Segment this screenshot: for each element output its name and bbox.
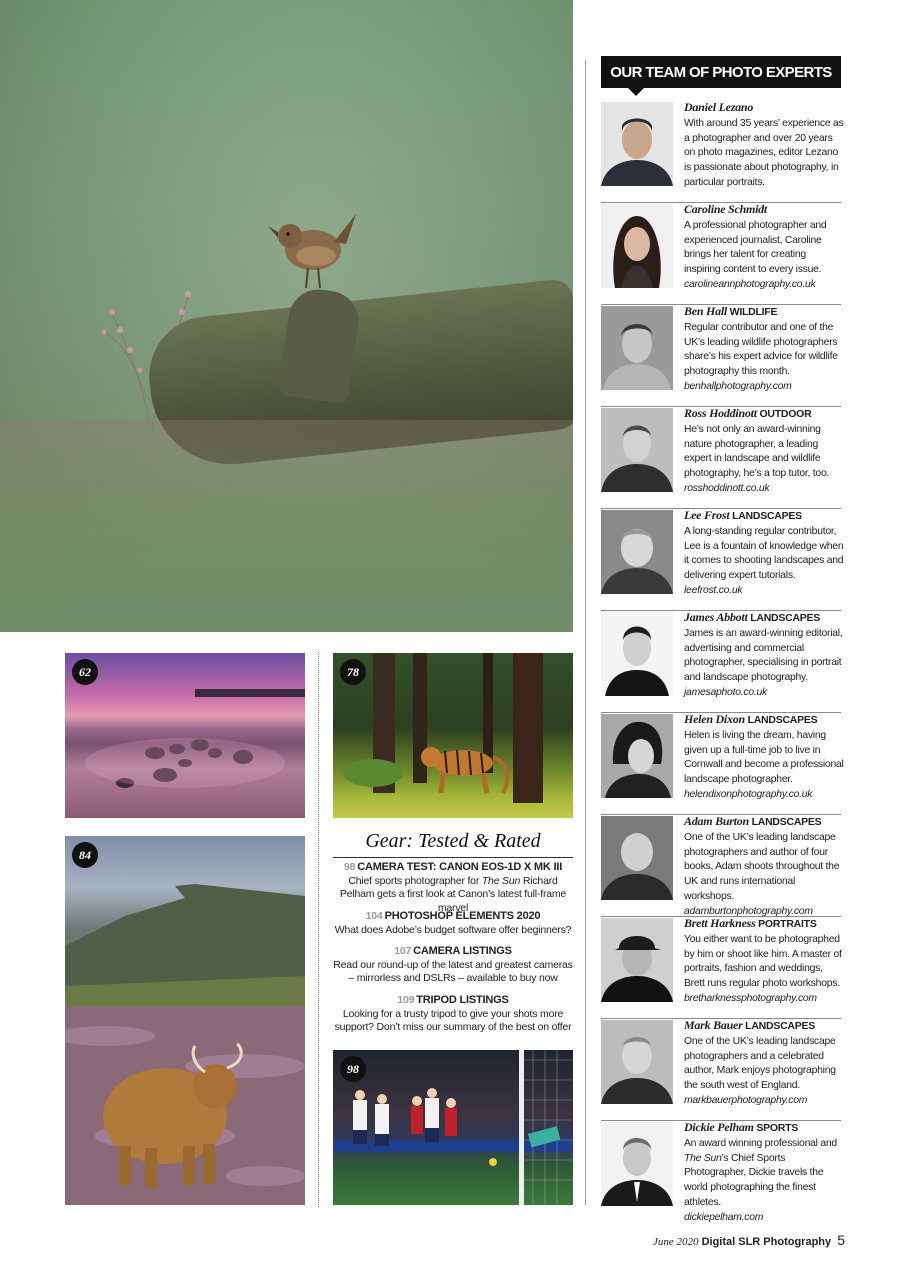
- expert-specialty: LANDSCAPES: [732, 510, 802, 522]
- expert-website-link[interactable]: markbauerphotography.com: [684, 1094, 808, 1106]
- expert-specialty: LANDSCAPES: [747, 714, 818, 726]
- expert-bio: [684, 712, 844, 803]
- expert-bio-text: An award winning professional and The Sun’s Chief Sports Photographer, Dickie travels the world photographing the finest athletes.: [684, 1137, 837, 1208]
- title-pointer-arrow: [628, 88, 644, 96]
- expert-specialty: LANDSCAPES: [745, 1020, 815, 1032]
- expert-entry-caroline-schmidt[interactable]: [601, 202, 841, 305]
- expert-entry-lee-frost[interactable]: [601, 508, 844, 611]
- expert-name: Helen Dixon: [684, 712, 745, 726]
- expert-website-link[interactable]: dickiepelham.com: [684, 1211, 764, 1223]
- portrait-graphic: [601, 510, 673, 594]
- expert-name: Adam Burton: [684, 814, 749, 828]
- avatar: [601, 1020, 673, 1104]
- avatar: [601, 306, 673, 390]
- gear-page-number: 109: [397, 994, 415, 1006]
- expert-name: Daniel Lezano: [684, 100, 754, 114]
- issue-date: June 2020: [653, 1236, 699, 1248]
- highland-cow-graphic: [65, 836, 305, 1205]
- gear-section-title: Gear: Tested & Rated: [333, 830, 573, 858]
- expert-bio: [684, 610, 844, 701]
- avatar: [601, 612, 673, 696]
- portrait-graphic: [601, 1122, 673, 1206]
- expert-specialty: SPORTS: [756, 1122, 799, 1134]
- expert-bio: [684, 814, 844, 920]
- gear-item-heading: TRIPOD LISTINGS: [416, 994, 509, 1006]
- expert-entry-helen-dixon[interactable]: [601, 712, 844, 815]
- expert-specialty: LANDSCAPES: [751, 816, 822, 828]
- avatar: [601, 204, 673, 288]
- expert-website-link[interactable]: helendixonphotography.co.uk: [684, 788, 813, 800]
- expert-name: Ross Hoddinott: [684, 406, 757, 420]
- expert-name: Brett Harkness: [684, 916, 756, 930]
- portrait-graphic: [601, 1020, 673, 1104]
- expert-entry-dickie-pelham[interactable]: [601, 1120, 841, 1222]
- experts-section-title: OUR TEAM OF PHOTO EXPERTS: [601, 56, 841, 88]
- gear-item-heading: CAMERA LISTINGS: [413, 945, 512, 957]
- thumbnail-tiger-forest[interactable]: [333, 653, 573, 818]
- avatar: [601, 408, 673, 492]
- expert-entry-daniel-lezano[interactable]: [601, 100, 844, 203]
- gear-item-camera-test[interactable]: [333, 861, 573, 915]
- expert-name: Ben Hall: [684, 304, 728, 318]
- gear-item-tripod-listings[interactable]: [333, 994, 573, 1035]
- thumbnail-football-match[interactable]: [333, 1050, 573, 1205]
- expert-bio: [684, 508, 844, 599]
- gear-item-photoshop-elements[interactable]: [333, 910, 573, 937]
- expert-bio: [684, 202, 844, 293]
- expert-name: Dickie Pelham: [684, 1120, 754, 1134]
- football-match-graphic: [333, 1050, 573, 1205]
- expert-bio: [684, 1018, 844, 1109]
- gear-item-description: Chief sports photographer for The Sun Richard Pelham gets a first look at Canon’s latest full-frame marvel: [339, 874, 567, 914]
- tiger-forest-graphic: [333, 653, 573, 818]
- portrait-graphic: [601, 918, 673, 1002]
- expert-entry-adam-burton[interactable]: [601, 814, 841, 917]
- expert-bio: [684, 916, 844, 1007]
- expert-bio: [684, 406, 844, 497]
- expert-bio-text: A professional photographer and experienced journalist, Caroline brings her talent for creating inspiring content to every issue.: [684, 219, 827, 276]
- expert-specialty: WILDLIFE: [729, 306, 778, 318]
- expert-website-link[interactable]: rosshoddinott.co.uk: [684, 482, 770, 494]
- avatar: [601, 102, 673, 186]
- avatar: [601, 918, 673, 1002]
- expert-website-link[interactable]: leefrost.co.uk: [684, 584, 743, 596]
- expert-website-link[interactable]: adamburtonphotography.com: [684, 905, 813, 917]
- gear-page-number: 98: [343, 861, 356, 873]
- page-badge: 98: [340, 1056, 366, 1082]
- foreground-heather: [0, 420, 573, 632]
- avatar: [601, 714, 673, 798]
- expert-bio-text: Helen is living the dream, having given up a full-time job to live in Cornwall and become a professional landscape photographer.: [684, 729, 844, 786]
- page-badge: 84: [72, 842, 98, 868]
- expert-name: Mark Bauer: [684, 1018, 743, 1032]
- expert-website-link[interactable]: jamesaphoto.co.uk: [684, 686, 767, 698]
- beach-rocks-graphic: [65, 653, 305, 818]
- gear-item-description: What does Adobe’s budget software offer beginners?: [334, 923, 572, 936]
- expert-bio: [684, 100, 844, 191]
- portrait-graphic: [601, 408, 673, 492]
- gear-item-description: Looking for a trusty tripod to give your shots more support? Don’t miss our summary of the best on offer: [334, 1007, 572, 1033]
- expert-website-link[interactable]: bretharknessphotography.com: [684, 992, 817, 1004]
- expert-bio-text: A long-standing regular contributor, Lee is a fountain of knowledge when it comes to shooting landscapes and delivering expert tutorials.: [684, 525, 844, 582]
- expert-bio-text: Regular contributor and one of the UK’s leading wildlife photographers share’s his expert advice for wildlife photography this month.: [684, 321, 838, 378]
- gear-page-number: 104: [365, 910, 383, 922]
- portrait-graphic: [601, 714, 673, 798]
- expert-bio-text: One of the UK’s leading landscape photographers and a celebrated author, Mark enjoys photographing the south west of England.: [684, 1035, 836, 1092]
- gear-item-description: Read our round-up of the latest and greatest cameras – mirrorless and DSLRs – available to buy now: [333, 958, 573, 984]
- wren-bird: [268, 200, 358, 290]
- portrait-graphic: [601, 816, 673, 900]
- expert-entry-ben-hall[interactable]: [601, 304, 841, 407]
- avatar: [601, 510, 673, 594]
- expert-bio-text: He’s not only an award-winning nature photographer, a leading expert in landscape and wildlife photography, he’s a top tutor, too.: [684, 423, 830, 480]
- expert-bio: [684, 304, 844, 395]
- portrait-graphic: [601, 306, 673, 390]
- portrait-graphic: [601, 102, 673, 186]
- expert-website-link[interactable]: benhallphotography.com: [684, 380, 792, 392]
- thumbnail-beach-sunset[interactable]: [65, 653, 305, 818]
- expert-entry-brett-harkness[interactable]: [601, 916, 841, 1019]
- expert-entry-james-abbott[interactable]: [601, 610, 841, 713]
- page-badge: 78: [340, 659, 366, 685]
- expert-name: James Abbott: [684, 610, 748, 624]
- expert-bio-text: With around 35 years’ experience as a photographer and over 20 years on photo magazines, editor Lezano is passionate about photography, in particular portraits.: [684, 117, 844, 188]
- gear-item-heading: CAMERA TEST: CANON EOS-1D X MK III: [357, 861, 563, 873]
- page-number: 5: [837, 1232, 845, 1248]
- expert-specialty: PORTRAITS: [758, 918, 817, 930]
- hero-photo-wren: [0, 0, 573, 632]
- avatar: [601, 816, 673, 900]
- page-badge: 62: [72, 659, 98, 685]
- expert-entry-mark-bauer[interactable]: [601, 1018, 841, 1121]
- expert-specialty: OUTDOOR: [759, 408, 812, 420]
- expert-bio-text: You either want to be photographed by him or shoot like him. A master of portraits, fashion and weddings, Brett runs regular photo workshops.: [684, 933, 842, 990]
- gear-item-camera-listings[interactable]: [333, 945, 573, 986]
- expert-website-link[interactable]: carolineannphotography.co.uk: [684, 278, 816, 290]
- expert-bio-text: One of the UK’s leading landscape photographers and author of four books, Adam shoots throughout the UK and runs international workshops.: [684, 831, 840, 902]
- magazine-name: Digital SLR Photography: [701, 1236, 832, 1248]
- portrait-graphic: [601, 612, 673, 696]
- avatar: [601, 1122, 673, 1206]
- gear-item-heading: PHOTOSHOP ELEMENTS 2020: [384, 910, 541, 922]
- page-footer: [630, 1232, 845, 1248]
- expert-name: Lee Frost: [684, 508, 730, 522]
- expert-entry-ross-hoddinott[interactable]: [601, 406, 841, 509]
- gear-page-number: 107: [394, 945, 412, 957]
- column-divider: [585, 60, 586, 1205]
- dotted-divider: [318, 652, 319, 1207]
- expert-bio: [684, 1120, 844, 1226]
- expert-bio-text: James is an award-winning editorial, advertising and commercial photographer, specialising in portrait and landscape photography.: [684, 627, 843, 684]
- expert-name: Caroline Schmidt: [684, 202, 768, 216]
- portrait-graphic: [601, 204, 673, 288]
- thumbnail-highland-cow[interactable]: [65, 836, 305, 1205]
- expert-specialty: LANDSCAPES: [750, 612, 821, 624]
